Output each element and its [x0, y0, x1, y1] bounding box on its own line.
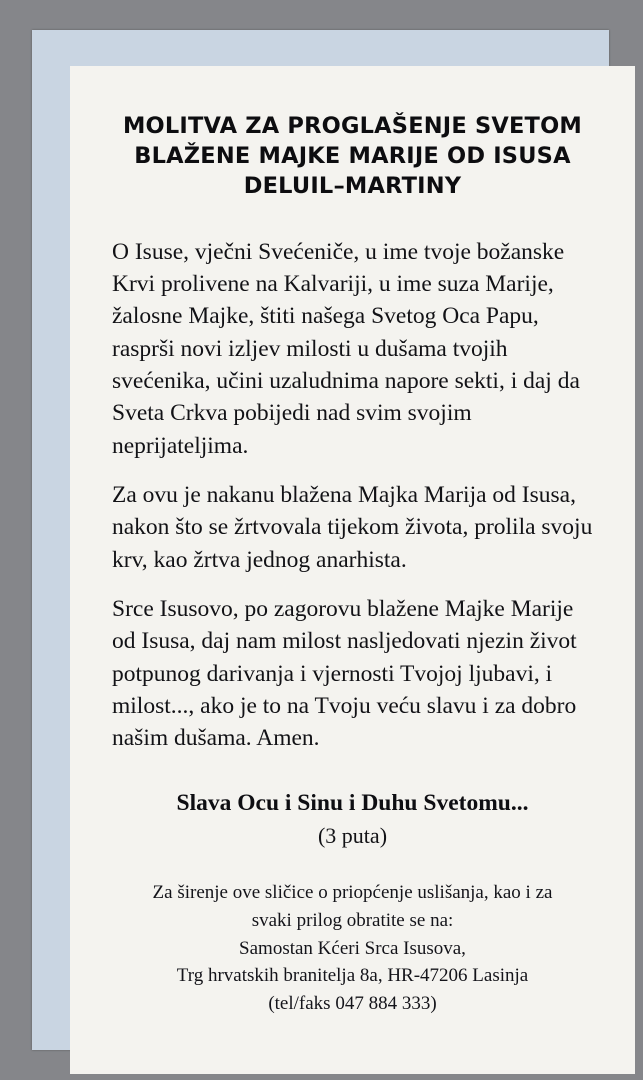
doxology-repetition: (3 puta) [317, 823, 388, 849]
page-title-line-1: MOLITVA ZA PROGLAŠENJE SVETOM [122, 113, 583, 139]
footer-line-1: Za širenje ove sličice o priopćenje uslišanja, kao i za [152, 882, 553, 904]
page-title-line-2: BLAŽENE MAJKE MARIJE OD ISUSA [134, 142, 571, 169]
prayer-paragraph-3: Srce Isusovo, po zagorovu blažene Majke Marije od Isusa, daj nam milost nasljedovati njezin život potpunog darivanja i vjernosti Tvojoj ljubavi, i milost..., ako je to na Tvoju veću slavu i za dobro našim dušama. Amen. [112, 595, 577, 752]
page-title [112, 112, 593, 202]
prayer-card [70, 66, 635, 1074]
footer-line-4: Trg hrvatskih branitelja 8a, HR-47206 Lasinja [176, 965, 529, 987]
prayer-paragraph-2: Za ovu je nakanu blažena Majka Marija od Isusa, nakon što se žrtvovala tijekom života, prolila svoju krv, kao žrtva jednog anarhista. [112, 481, 593, 573]
footer-block [112, 879, 593, 1017]
prayer-paragraph-1: O Isuse, vječni Svećeniče, u ime tvoje božanske Krvi prolivene na Kalvariji, u ime suza Marije, žalosne Majke, štiti našega Svetog Oca Papu, rasprši novi izljev milosti u dušama tvojih svećenika, učini uzaludnima napore sekti, i daj da Sveta Crkva pobijedi nad svim svojim neprijateljima. [112, 238, 580, 459]
prayer-card-content [70, 66, 635, 1074]
doxology-text: Slava Ocu i Sinu i Duhu Svetomu... [176, 790, 529, 817]
page-title-line-3: DELUIL–MARTINY [243, 172, 462, 199]
prayer-card-border [32, 30, 609, 1050]
footer-line-2: svaki prilog obratite se na: [251, 910, 454, 931]
footer-line-5: (tel/faks 047 884 333) [268, 992, 437, 1014]
footer-line-3: Samostan Kćeri Srca Isusova, [239, 937, 466, 959]
